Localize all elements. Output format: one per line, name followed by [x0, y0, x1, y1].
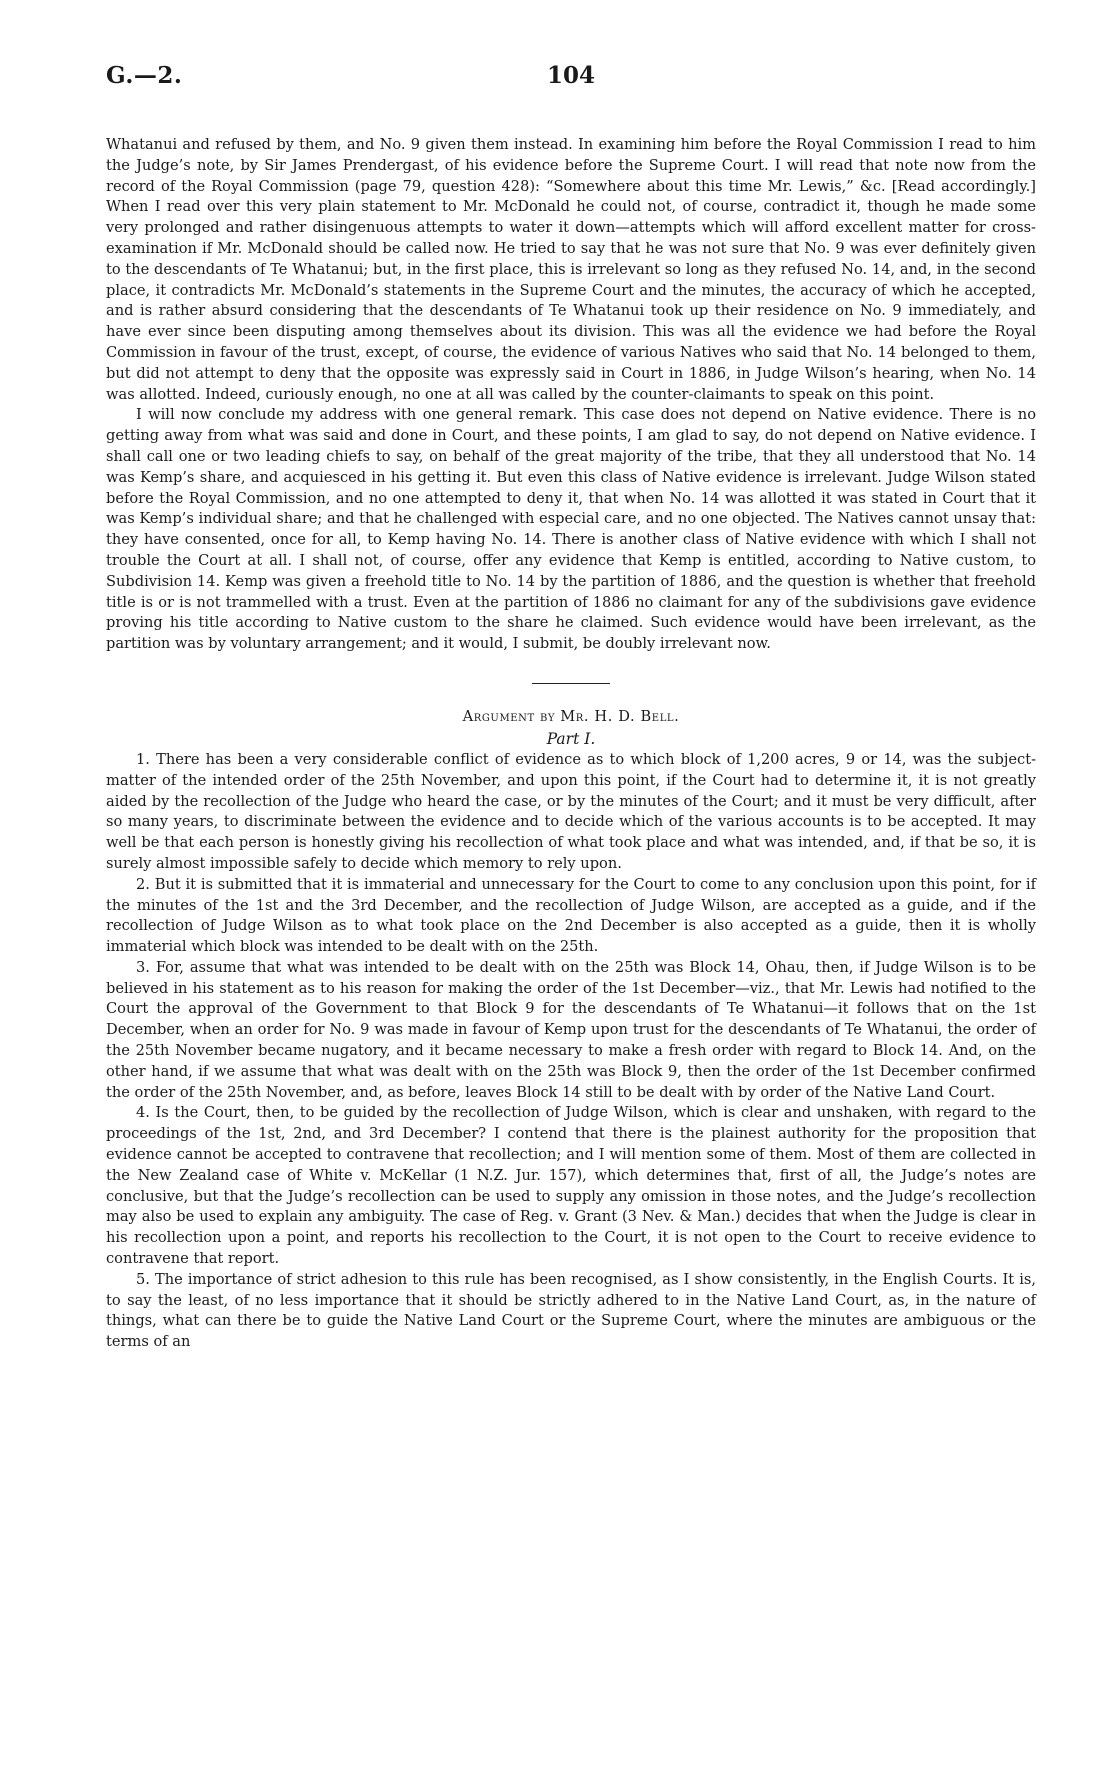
numbered-paragraph-5: 5. The importance of strict adhesion to this rule has been recognised, as I show consistently, in the English Courts. It is, to say the least, of no less importance that it should be strictly adhered to in the Native Land Court, as, in the nature of things, what can there be to guide the Native Land Court or the Supreme Court, where the minutes are ambiguous or the terms of an — [106, 1270, 1036, 1351]
page-body — [106, 135, 1036, 1353]
numbered-paragraph-2: 2. But it is submitted that it is immaterial and unnecessary for the Court to come to any conclusion upon this point, for if the minutes of the 1st and the 3rd December, and the recollection of Judge Wilson, are accepted as a guide, and if the recollection of Judge Wilson as to what took place on the 2nd December is also accepted as a guide, then it is wholly immaterial which block was intended to be dealt with on the 25th. — [106, 875, 1036, 956]
page-header — [106, 62, 1036, 102]
section-title: Argument by Mr. H. D. Bell. — [462, 707, 680, 725]
document-reference: G.—2. — [106, 62, 183, 89]
numbered-paragraph-4: 4. Is the Court, then, to be guided by the recollection of Judge Wilson, which is clear and unshaken, with regard to the proceedings of the 1st, 2nd, and 3rd December? I contend that there is the plainest authority for the proposition that evidence cannot be accepted to contravene that recollection; and I will mention some of them. Most of them are collected in the New Zealand case of White v. McKellar (1 N.Z. Jur. 157), which determines that, first of all, the Judge’s notes are conclusive, but that the Judge’s recollection can be used to supply any omission in those notes, and the Judge’s recollection may also be used to explain any ambiguity. The case of Reg. v. Grant (3 Nev. & Man.) decides that when the Judge is clear in his recollection upon a point, and reports his recollection to the Court, it is not open to the Court to receive evidence to contravene that report. — [106, 1104, 1036, 1268]
numbered-paragraph-1: 1. There has been a very considerable conflict of evidence as to which block of 1,200 acres, 9 or 14, was the subject-matter of the intended order of the 25th November, and upon this point, if the Court had to determine it, it is not greatly aided by the recollection of the Judge who heard the case, or by the minutes of the Court; and it must be very difficult, after so many years, to discriminate between the evidence and to decide which of the various accounts is to be accepted. It may well be that each person is honestly giving his recollection of what took place and what was intended, and, if that be so, it is surely almost impossible safely to decide which memory to rely upon. — [106, 750, 1036, 872]
part-title: Part I. — [546, 729, 596, 748]
paragraph-continued: Whatanui and refused by them, and No. 9 given them instead. In examining him before the Royal Commission I read to him the Judge’s note, by Sir James Prendergast, of his evidence before the Supreme Court. I will read that note now from the record of the Royal Commission (page 79, question 428): “Somewhere about this time Mr. Lewis,” &c. [Read accordingly.] When I read over this very plain statement to Mr. McDonald he could not, of course, contradict it, though he made some very prolonged and rather disingenuous attempts to water it down—attempts which will afford excellent matter for cross-examination if Mr. McDonald should be called now. He tried to say that he was not sure that No. 9 was ever definitely given to the descendants of Te Whatanui; but, in the first place, this is irrelevant so long as they refused No. 14, and, in the second place, it contradicts Mr. McDonald’s statements in the Supreme Court and the minutes, the accuracy of which he accepted, and is rather absurd considering that the descendants of Te Whatanui took up their residence on No. 9 immediately, and have ever since been disputing among themselves about its division. This was all the evidence we had before the Royal Commission in favour of the trust, except, of course, the evidence of various Natives who said that No. 14 belonged to them, but did not attempt to deny that the opposite was expressly said in Court in 1886, in Judge Wilson’s hearing, when No. 14 was allotted. Indeed, curiously enough, no one at all was called by the counter-claimants to speak on this point. — [106, 136, 1036, 403]
numbered-paragraph-3: 3. For, assume that what was intended to be dealt with on the 25th was Block 14, Ohau, then, if Judge Wilson is to be believed in his statement as to his reason for making the order of the 1st December—viz., that Mr. Lewis had notified to the Court the approval of the Government to that Block 9 for the descendants of Te Whatanui—it follows that on the 1st December, when an order for No. 9 was made in favour of Kemp upon trust for the descendants of Te Whatanui, the order of the 25th November became nugatory, and it became necessary to make a fresh order with regard to Block 14. And, on the other hand, if we assume that what was dealt with on the 25th was Block 9, then the order of the 1st December confirmed the order of the 25th November, and, as before, leaves Block 14 still to be dealt with by order of the Native Land Court. — [106, 958, 1036, 1101]
paragraph-conclusion: I will now conclude my address with one general remark. This case does not depend on Native evidence. There is no getting away from what was said and done in Court, and these points, I am glad to say, do not depend on Native evidence. I shall call one or two leading chiefs to say, on behalf of the great majority of the tribe, that they all understood that No. 14 was Kemp’s share, and acquiesced in his getting it. But even this class of Native evidence is irrelevant. Judge Wilson stated before the Royal Commission, and no one attempted to deny it, that when No. 14 was allotted it was stated in Court that it was Kemp’s individual share; and that he challenged with especial care, and no one objected. The Natives cannot unsay that: they have consented, once for all, to Kemp having No. 14. There is another class of Native evidence with which I shall not trouble the Court at all. I shall not, of course, offer any evidence that Kemp is entitled, according to Native custom, to Subdivision 14. Kemp was given a freehold title to No. 14 by the partition of 1886, and the question is whether that freehold title is or is not trammelled with a trust. Even at the partition of 1886 no claimant for any of the subdivisions gave evidence proving his title according to Native custom to the share he claimed. Such evidence would have been irrelevant, as the partition was by voluntary arrangement; and it would, I submit, be doubly irrelevant now. — [106, 406, 1036, 653]
page-number: 104 — [546, 62, 595, 89]
section-divider — [532, 683, 610, 684]
